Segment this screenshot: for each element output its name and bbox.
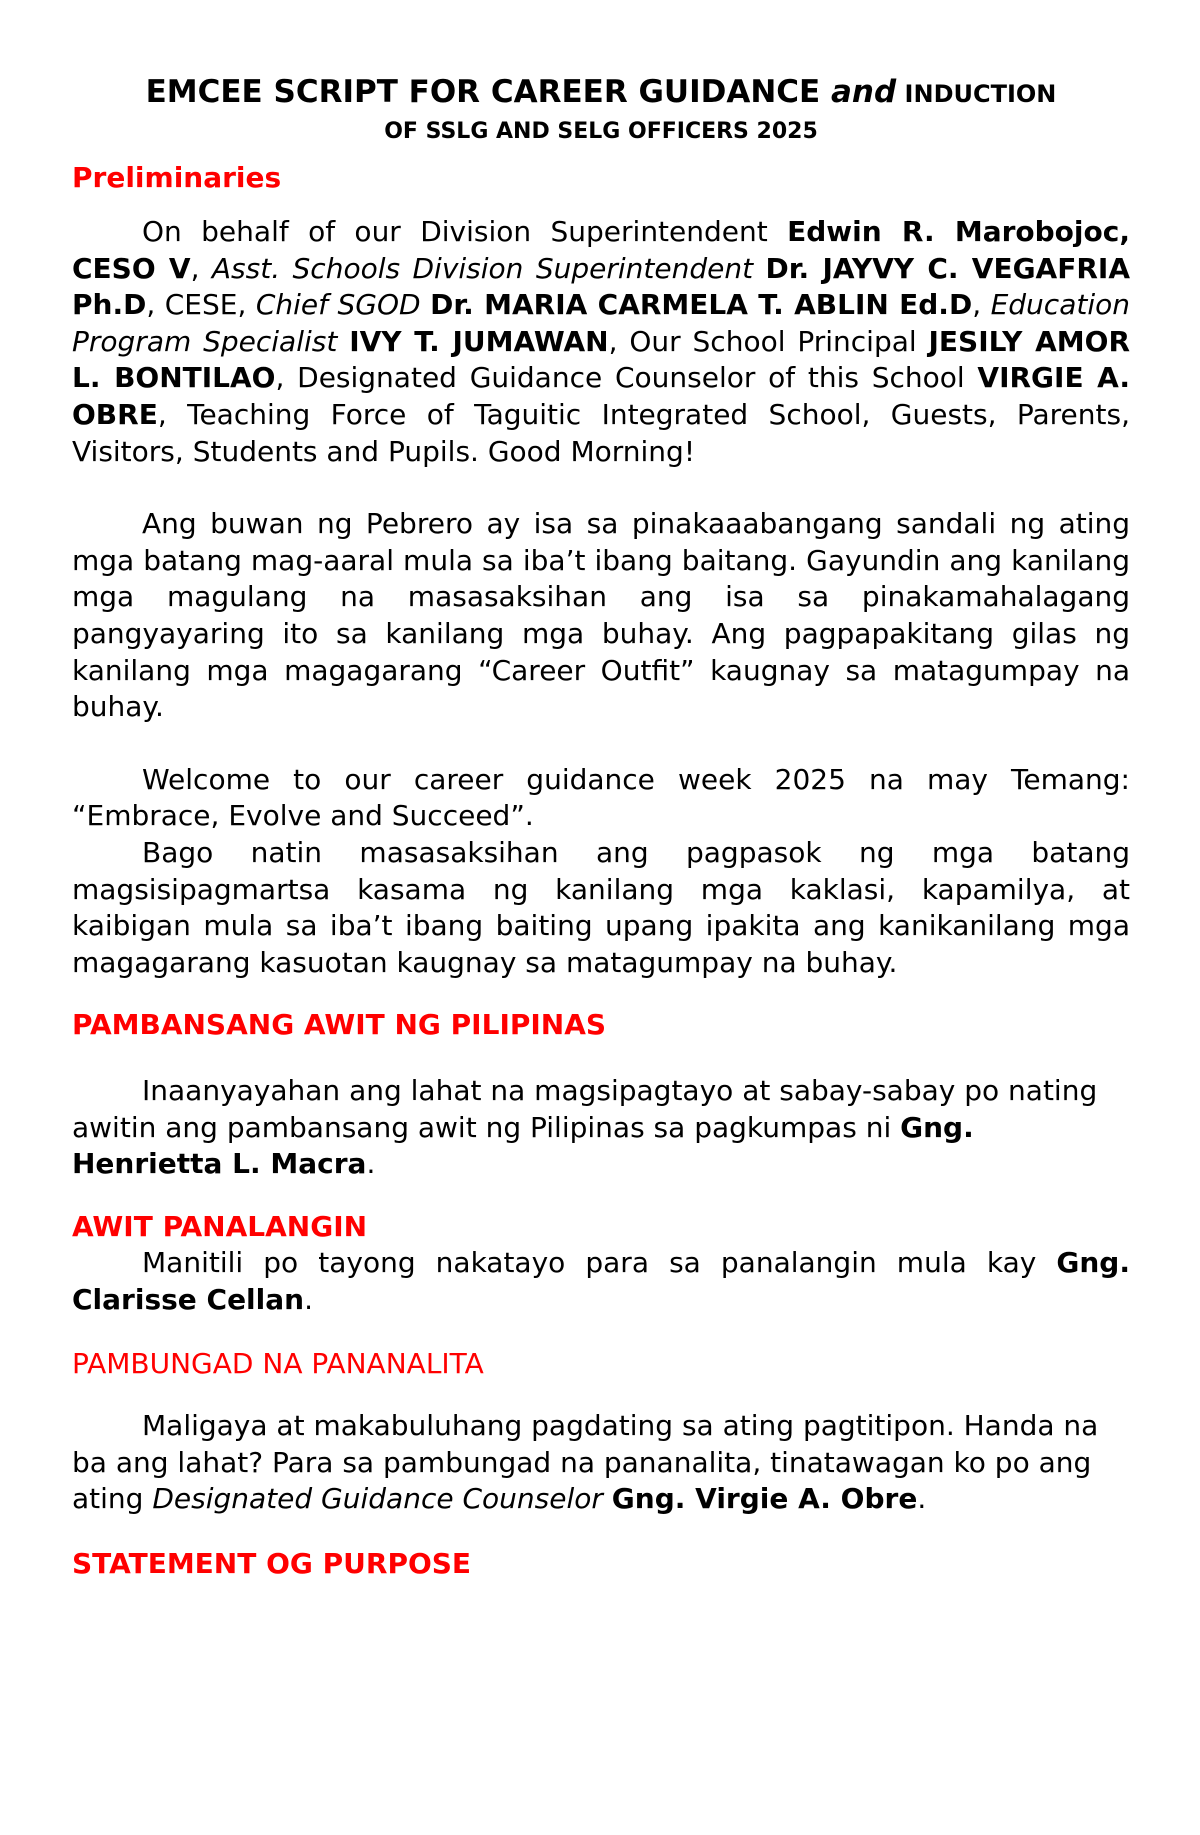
title-part-3: INDUCTION — [896, 80, 1057, 108]
preliminaries-heading: Preliminaries — [72, 161, 282, 194]
preliminaries-paragraph-1: On behalf of our Division Superintendent Edwin R. Marobojoc, CESO V, Asst. Schools Division Superintendent Dr. JAYVY C. VEGAFRIA Ph.D, CESE, Chief SGOD Dr. MARIA CARMELA T. ABLIN Ed.D, Education Program Specialist IVY T. JUMAWAN, Our School Principal JESILY AMOR L. BONTILAO, Designated Guidance Counselor of this School VIRGIE A. OBRE, Teaching Force of Taguitic Integrated School, Guests, Parents, Visitors, Students and Pupils. Good Morning! — [72, 215, 1131, 468]
opening-heading: PAMBUNGAD NA PANANALITA — [72, 1347, 484, 1381]
prayer-paragraph: Manitili po tayong nakatayo para sa panalangin mula kay Gng. Clarisse Cellan. — [72, 1246, 1130, 1316]
preliminaries-paragraph-3: Welcome to our career guidance week 2025 na may Temang: “Embrace, Evolve and Succeed”. — [72, 762, 1130, 833]
opening-paragraph: Maligaya at makabuluhang pagdating sa ating pagtitipon. Handa na ba ang lahat? Para sa pambungad na pananalita, tinatawagan ko po ang ating Designated Guidance Counselor Gng. Virgie A. Obre. — [72, 1409, 1099, 1516]
document-title — [72, 72, 1130, 114]
prayer-heading: AWIT PANALANGIN — [72, 1210, 368, 1244]
anthem-paragraph: Inaanyayahan ang lahat na magsipagtayo at sabay-sabay po nating awitin ang pambansang awit ng Pilipinas sa pagkumpas ni Gng. Henrietta L. Macra. — [72, 1074, 1098, 1181]
document-subtitle: OF SSLG AND SELG OFFICERS 2025 — [384, 119, 818, 144]
title-part-1: EMCEE SCRIPT FOR CAREER GUIDANCE — [145, 74, 832, 110]
anthem-heading: PAMBANSANG AWIT NG PILIPINAS — [72, 1008, 607, 1042]
preliminaries-paragraph-2: Ang buwan ng Pebrero ay isa sa pinakaaabangang sandali ng ating mga batang mag-aaral mula sa iba’t ibang baitang. Gayundin ang kanilang mga magulang na masasaksihan ang isa sa pinakamahalagang pangyayaring ito sa kanilang mga buhay. Ang pagpapakitang gilas ng kanilang mga magagarang “Career Outfit” kaugnay sa matagumpay na buhay. — [72, 507, 1130, 724]
title-part-2: and — [831, 74, 897, 110]
preliminaries-paragraph-4: Bago natin masasaksihan ang pagpasok ng mga batang magsisipagmartsa kasama ng kanilang mga kaklasi, kapamilya, at kaibigan mula sa iba’t ibang baiting upang ipakita ang kanikanilang mga magagarang kasuotan kaugnay sa matagumpay na buhay. — [72, 835, 1130, 979]
purpose-heading: STATEMENT OG PURPOSE — [72, 1547, 472, 1581]
